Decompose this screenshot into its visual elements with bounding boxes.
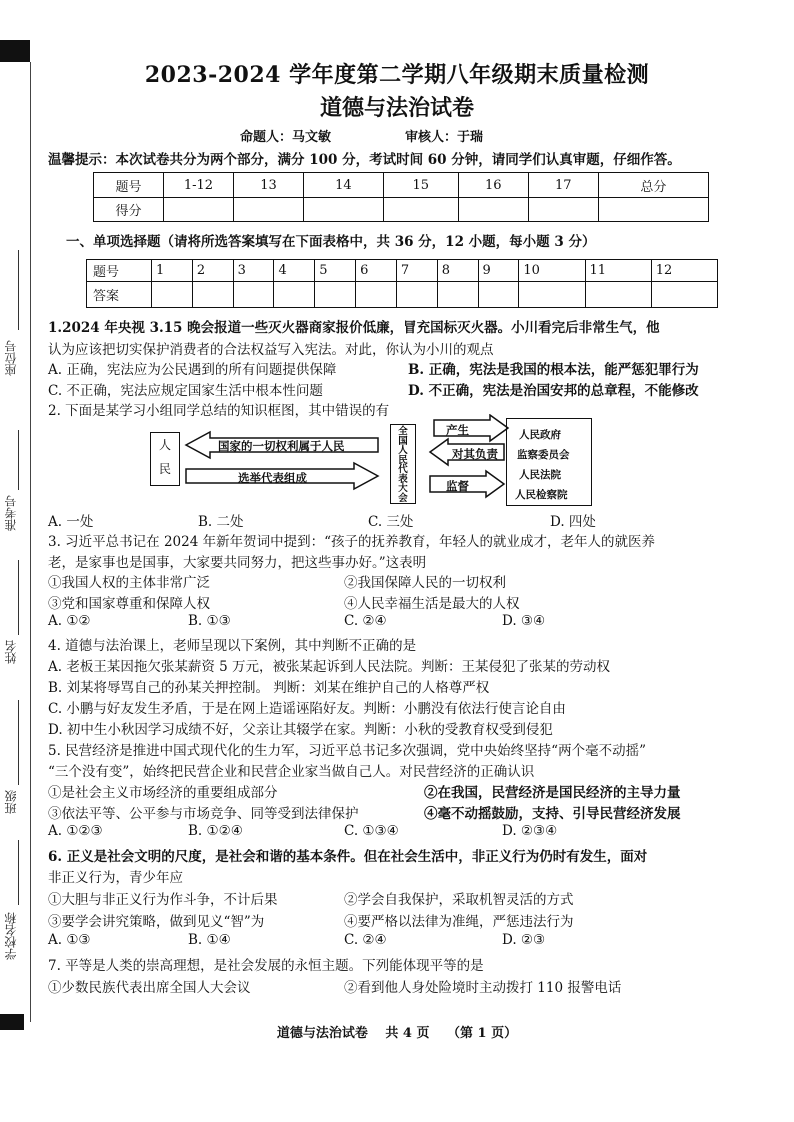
q5-statement-4: ④毫不动摇鼓励，支持、引导民营经济发展 <box>424 806 681 822</box>
answer-cell[interactable] <box>233 282 274 308</box>
q7-statement-1: ①少数民族代表出席全国人大会议 <box>48 980 251 996</box>
q6-stem-line2: 非正义行为，青少年应 <box>48 870 183 886</box>
exam-no-blank <box>18 430 19 490</box>
exam-tip: 温馨提示：本次试卷共分为两个部分，满分 100 分，考试时间 60 分钟，请同学们认真审题，仔细作答。 <box>48 152 681 168</box>
q1-stem-line1: 1.2024 年央视 3.15 晚会报道一些灭火器商家报价低廉，冒充国标灭火器。小川看完后非常生气，他 <box>48 320 660 336</box>
page-footer: 道德与法治试卷 共 4 页 （第 1 页） <box>276 1026 518 1041</box>
produce-label: 产生 <box>446 423 469 437</box>
q3-statement-2: ②我国保障人民的一切权利 <box>344 575 506 591</box>
q6-stem-line1: 6. 正义是社会文明的尺度，是社会和谐的基本条件。但在社会生活中，非正义行为仍时有发生，面对 <box>48 849 648 865</box>
exam-subtitle: 道德与法治试卷 <box>319 95 474 121</box>
state-organs-box <box>506 418 592 506</box>
score-header: 题号 <box>94 173 164 198</box>
q6-option-a: A. ①③ <box>48 932 91 948</box>
q2-option-b: B. 二处 <box>198 514 244 530</box>
answer-header: 6 <box>356 260 397 282</box>
q4-option-b: B. 刘某将辱骂自己的孙某关押控制。 判断：刘某在维护自己的人格尊严权 <box>48 680 490 696</box>
score-header: 1-12 <box>163 173 233 198</box>
q4-stem: 4. 道德与法治课上，老师呈现以下案例，其中判断不正确的是 <box>48 638 417 654</box>
answer-cell[interactable] <box>356 282 397 308</box>
q3-stem-line2: 老，是家事也是国事，大家要共同努力，把这些事办好。”这表明 <box>48 555 427 571</box>
class-blank <box>18 700 19 785</box>
q6-statement-4: ④要严格以法律为准绳，严惩违法行为 <box>344 914 574 930</box>
q6-statement-1: ①大胆与非正义行为作斗争，不计后果 <box>48 892 278 908</box>
answer-header: 11 <box>585 260 651 282</box>
q4-option-c: C. 小鹏与好友发生矛盾，于是在网上造谣诬陷好友。判断：小鹏没有依法行使言论自由 <box>48 701 566 717</box>
q3-stem-line1: 3. 习近平总书记在 2024 年新年贺词中提到：“孩子的抚养教育，年轻人的就业成才，老年人的就医养 <box>48 534 656 550</box>
q7-stem: 7. 平等是人类的崇高理想，是社会发展的永恒主题。下列能体现平等的是 <box>48 958 484 974</box>
q5-stem-line1: 5. 民营经济是推进中国式现代化的生力军，习近平总书记多次强调，党中央始终坚持“两个毫不动摇” <box>48 743 646 759</box>
answer-header: 4 <box>274 260 315 282</box>
answer-cell[interactable] <box>274 282 315 308</box>
answer-header: 9 <box>478 260 519 282</box>
q4-option-d: D. 初中生小秋因学习成绩不好，父亲让其辍学在家。判断：小秋的受教育权受到侵犯 <box>48 722 553 738</box>
q5-option-b: B. ①②④ <box>188 823 243 839</box>
q3-statement-3: ③党和国家尊重和保障人权 <box>48 596 210 612</box>
score-header: 16 <box>458 173 528 198</box>
q6-option-d: D. ②③ <box>502 932 546 948</box>
q1-stem-line2: 认为应该把切实保护消费者的合法权益写入宪法。对此，你认为小川的观点 <box>48 342 494 358</box>
binding-line <box>30 62 31 1022</box>
q2-stem: 2. 下面是某学习小组同学总结的知识框图，其中错误的有 <box>48 403 390 419</box>
score-cell[interactable] <box>163 198 233 222</box>
arrow-bottom-label: 选举代表组成 <box>238 471 307 485</box>
q5-statement-2: ②在我国，民营经济是国民经济的主导力量 <box>424 785 681 801</box>
answer-header: 1 <box>152 260 193 282</box>
q2-option-a: A. 一处 <box>48 514 94 530</box>
answer-header: 12 <box>651 260 717 282</box>
knowledge-diagram <box>150 414 600 509</box>
answer-header: 8 <box>437 260 478 282</box>
answer-cell[interactable] <box>315 282 356 308</box>
responsible-label: 对其负责 <box>452 447 498 461</box>
school-label: 学校名称 <box>4 912 18 960</box>
people-label: 人民 <box>158 438 171 476</box>
answer-cell[interactable] <box>437 282 478 308</box>
q3-option-a: A. ①② <box>48 613 91 629</box>
score-header: 17 <box>528 173 598 198</box>
q2-option-c: C. 三处 <box>368 514 414 530</box>
exam-no-label: 准考号 <box>4 495 18 531</box>
q5-option-d: D. ②③④ <box>502 823 558 839</box>
score-header: 14 <box>303 173 383 198</box>
seat-blank <box>18 250 19 330</box>
q3-option-c: C. ②④ <box>344 613 387 629</box>
q1-option-b: B. 正确，宪法是我国的根本法，能严惩犯罪行为 <box>408 362 699 378</box>
answer-cell[interactable] <box>585 282 651 308</box>
answer-table <box>86 259 718 308</box>
q6-statement-3: ③要学会讲究策略，做到见义“智”为 <box>48 914 265 930</box>
organ-procuratorate: 人民检察院 <box>515 489 568 501</box>
score-cell[interactable] <box>528 198 598 222</box>
name-label: 姓名 <box>4 640 18 664</box>
exam-title: 2023-2024 学年度第二学期八年级期末质量检测 <box>144 62 650 88</box>
answer-cell[interactable] <box>192 282 233 308</box>
seat-label: 座位号 <box>4 340 18 376</box>
answer-header: 题号 <box>87 260 152 282</box>
score-cell[interactable] <box>458 198 528 222</box>
class-label: 班级 <box>4 790 18 814</box>
answer-header: 5 <box>315 260 356 282</box>
q6-option-c: C. ②④ <box>344 932 387 948</box>
q6-statement-2: ②学会自我保护，采取机智灵活的方式 <box>344 892 574 908</box>
author: 命题人：马文敏 <box>240 130 332 145</box>
school-blank <box>18 840 19 905</box>
score-cell[interactable] <box>383 198 458 222</box>
score-header: 总分 <box>598 173 708 198</box>
answer-header: 3 <box>233 260 274 282</box>
answer-header: 2 <box>192 260 233 282</box>
q5-stem-line2: “三个没有变”，始终把民营企业和民营企业家当做自己人。对民营经济的正确认识 <box>48 764 535 780</box>
section1-heading: 一、单项选择题（请将所选答案填写在下面表格中，共 36 分，12 小题，每小题 3 分） <box>66 234 596 250</box>
q5-statement-1: ①是社会主义市场经济的重要组成部分 <box>48 785 278 801</box>
answer-cell[interactable] <box>152 282 193 308</box>
score-table <box>93 172 709 222</box>
score-cell[interactable] <box>598 198 708 222</box>
q3-statement-1: ①我国人权的主体非常广泛 <box>48 575 210 591</box>
answer-cell[interactable] <box>478 282 519 308</box>
q3-option-b: B. ①③ <box>188 613 231 629</box>
q1-option-c: C. 不正确，宪法应规定国家生活中根本性问题 <box>48 383 323 399</box>
congress-box <box>390 424 416 504</box>
organ-court: 人民法院 <box>519 469 561 481</box>
answer-header: 10 <box>519 260 585 282</box>
score-cell[interactable] <box>233 198 303 222</box>
q1-option-a: A. 正确，宪法应为公民遇到的所有问题提供保障 <box>48 362 337 378</box>
score-header: 15 <box>383 173 458 198</box>
answer-cell[interactable] <box>519 282 585 308</box>
score-cell[interactable] <box>303 198 383 222</box>
q5-option-a: A. ①②③ <box>48 823 103 839</box>
answer-row-label: 答案 <box>87 282 152 308</box>
q4-option-a: A. 老板王某因拖欠张某薪资 5 万元，被张某起诉到人民法院。判断：王某侵犯了张某的劳动权 <box>48 659 611 675</box>
name-blank <box>18 560 19 635</box>
q3-statement-4: ④人民幸福生活是最大的人权 <box>344 596 520 612</box>
congress-label: 全国人民代表大会 <box>398 426 408 504</box>
q5-statement-3: ③依法平等、公平参与市场竞争、同等受到法律保护 <box>48 806 359 822</box>
q7-statement-2: ②看到他人身处险境时主动拨打 110 报警电话 <box>344 980 622 996</box>
organ-supervision: 监察委员会 <box>517 449 570 461</box>
arrow-top-label: 国家的一切权利属于人民 <box>218 439 345 453</box>
answer-cell[interactable] <box>396 282 437 308</box>
supervise-label: 监督 <box>446 479 469 493</box>
q3-option-d: D. ③④ <box>502 613 546 629</box>
q5-option-c: C. ①③④ <box>344 823 399 839</box>
reviewer: 审核人：于瑞 <box>405 130 484 145</box>
q6-option-b: B. ①④ <box>188 932 231 948</box>
answer-cell[interactable] <box>651 282 717 308</box>
score-row-label: 得分 <box>94 198 164 222</box>
answer-header: 7 <box>396 260 437 282</box>
score-header: 13 <box>233 173 303 198</box>
q2-option-d: D. 四处 <box>550 514 596 530</box>
organ-government: 人民政府 <box>519 429 561 441</box>
q1-option-d: D. 不正确，宪法是治国安邦的总章程，不能修改 <box>408 383 699 399</box>
